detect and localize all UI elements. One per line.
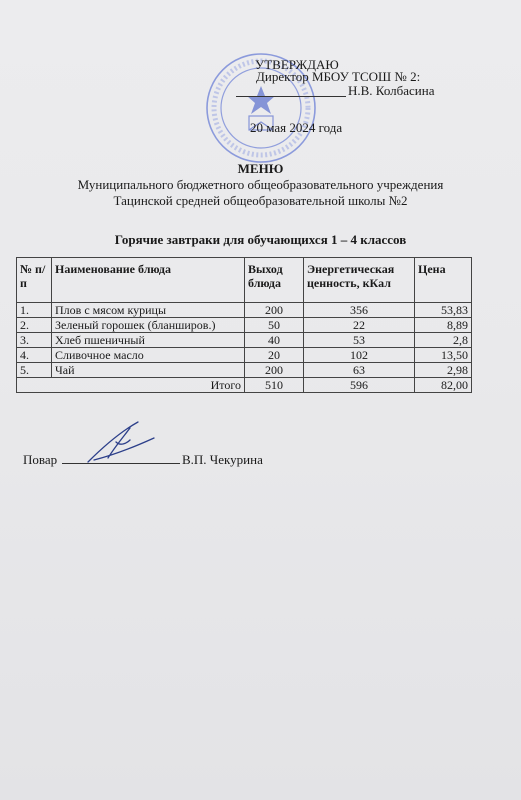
dish-energy: 63	[304, 363, 415, 378]
dish-name: Чай	[52, 363, 245, 378]
menu-subtitle: Горячие завтраки для обучающихся 1 – 4 классов	[114, 232, 407, 247]
total-price: 82,00	[415, 378, 472, 393]
table-total-row	[17, 378, 472, 393]
dish-price: 53,83	[415, 303, 472, 318]
column-header-yield: Выход блюда	[245, 258, 304, 303]
column-header-number: № п/п	[17, 258, 52, 303]
dish-name: Сливочное масло	[52, 348, 245, 363]
column-header-energy: Энергетическая ценность, кКал	[304, 258, 415, 303]
table-row	[17, 333, 472, 348]
dish-price: 13,50	[415, 348, 472, 363]
row-number: 5.	[17, 363, 52, 378]
dish-name: Плов с мясом курицы	[52, 303, 245, 318]
row-number: 2.	[17, 318, 52, 333]
dish-price: 8,89	[415, 318, 472, 333]
approval-date: 20 мая 2024 года	[250, 120, 343, 135]
director-signature-line	[236, 86, 346, 97]
total-label: Итого	[17, 378, 245, 393]
dish-name: Хлеб пшеничный	[52, 333, 245, 348]
director-name: Н.В. Колбасина	[348, 83, 435, 98]
dish-yield: 200	[245, 303, 304, 318]
dish-energy: 53	[304, 333, 415, 348]
menu-table	[16, 257, 472, 393]
dish-yield: 20	[245, 348, 304, 363]
cook-signature-line	[62, 453, 180, 464]
dish-yield: 40	[245, 333, 304, 348]
table-row	[17, 363, 472, 378]
table-row	[17, 303, 472, 318]
dish-yield: 200	[245, 363, 304, 378]
column-header-price: Цена	[415, 258, 472, 303]
table-header-row	[17, 258, 472, 303]
dish-price: 2,98	[415, 363, 472, 378]
approval-heading: УТВЕРЖДАЮ	[255, 57, 339, 72]
column-header-dish: Наименование блюда	[52, 258, 245, 303]
dish-yield: 50	[245, 318, 304, 333]
row-number: 1.	[17, 303, 52, 318]
dish-name: Зеленый горошек (бланширов.)	[52, 318, 245, 333]
dish-energy: 356	[304, 303, 415, 318]
organization-line-2: Тацинской средней общеобразовательной школы №2	[113, 193, 408, 208]
document-title: МЕНЮ	[237, 161, 284, 176]
row-number: 3.	[17, 333, 52, 348]
total-energy: 596	[304, 378, 415, 393]
cook-label: Повар	[23, 452, 58, 467]
dish-energy: 102	[304, 348, 415, 363]
director-title: Директор МБОУ ТСОШ № 2:	[256, 69, 421, 84]
total-yield: 510	[245, 378, 304, 393]
dish-price: 2,8	[415, 333, 472, 348]
table-row	[17, 318, 472, 333]
cook-name: В.П. Чекурина	[182, 452, 263, 467]
table-row	[17, 348, 472, 363]
dish-energy: 22	[304, 318, 415, 333]
organization-line-1: Муниципального бюджетного общеобразовательного учреждения	[77, 177, 444, 192]
row-number: 4.	[17, 348, 52, 363]
